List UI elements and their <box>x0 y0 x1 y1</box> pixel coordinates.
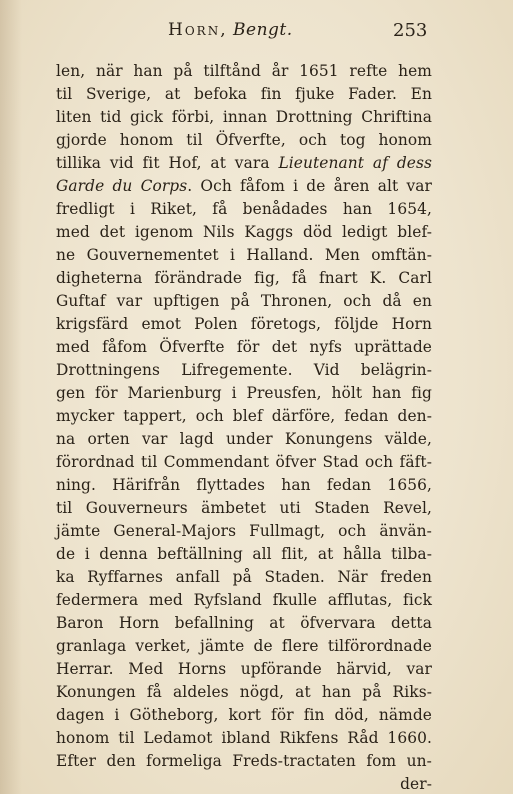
text-segment: jämte General-Majors Fullmagt, och änvän- <box>56 522 432 540</box>
text-line <box>56 290 432 313</box>
italic-text-segment: Garde du Corps <box>56 177 188 195</box>
text-line <box>56 405 432 428</box>
text-line <box>56 520 432 543</box>
text-line <box>56 773 432 794</box>
text-segment: mycker tappert, och blef därföre, fedan den- <box>56 407 432 425</box>
text-segment: ne Gouvernementet i Halland. Men omftän- <box>56 246 432 264</box>
running-head-separator: , <box>220 20 227 40</box>
text-segment: na orten var lagd under Konungens välde, <box>56 430 432 448</box>
text-line <box>56 589 432 612</box>
text-line <box>56 727 432 750</box>
text-segment: tillika vid fit Hof, at vara <box>56 154 279 172</box>
text-line <box>56 198 432 221</box>
page-number: 253 <box>393 20 428 41</box>
spine-shadow <box>0 0 22 794</box>
text-segment: gjorde honom til Öfverfte, och tog honom <box>56 131 432 149</box>
text-segment: de i denna beftällning all flit, at hålla tilba- <box>56 545 432 563</box>
running-head-surname: Horn <box>168 20 221 40</box>
text-line <box>56 451 432 474</box>
text-line <box>56 428 432 451</box>
text-line <box>56 83 432 106</box>
text-segment: len, när han på tilftånd år 1651 refte hem <box>56 62 432 80</box>
text-segment: liten tid gick förbi, innan Drottning Chriftina <box>56 108 432 126</box>
text-line <box>56 152 432 175</box>
text-segment: digheterna förändrade fig, få fnart K. Carl <box>56 269 432 287</box>
text-segment: til Sverige, at befoka fin fjuke Fader. En <box>56 85 432 103</box>
text-segment: Herrar. Med Horns upförande härvid, var <box>56 660 432 678</box>
text-segment: Konungen få aldeles nögd, at han på Riks- <box>56 683 432 701</box>
italic-text-segment: Lieutenant af dess <box>278 154 432 172</box>
text-segment: Efter den formeliga Freds-tractaten fom un- <box>56 752 432 770</box>
text-segment: dagen i Götheborg, kort för fin död, nämde <box>56 706 432 724</box>
text-segment: der- <box>400 775 432 793</box>
body-text <box>56 60 432 794</box>
text-line <box>56 175 432 198</box>
text-line <box>56 704 432 727</box>
text-line <box>56 60 432 83</box>
text-line <box>56 336 432 359</box>
text-segment: til Gouverneurs ämbetet uti Staden Revel, <box>56 499 432 517</box>
text-segment: ning. Härifrån flyttades han fedan 1656, <box>56 476 432 494</box>
text-line <box>56 750 432 773</box>
text-line <box>56 267 432 290</box>
text-segment: med fåfom Öfverfte för det nyfs uprättade <box>56 338 432 356</box>
text-segment: granlaga verket, jämte de flere tilförordnade <box>56 637 432 655</box>
page-header <box>0 14 513 44</box>
text-line <box>56 566 432 589</box>
text-segment: gen för Marienburg i Preusfen, hölt han fig <box>56 384 432 402</box>
text-segment: Guftaf var upftigen på Thronen, och då en <box>56 292 432 310</box>
text-segment: . Och fåfom i de åren alt var <box>187 177 432 195</box>
running-head <box>168 20 293 40</box>
text-segment: ka Ryffarnes anfall på Staden. När freden <box>56 568 432 586</box>
text-segment: förordnad til Commendant öfver Stad och fäft- <box>56 453 432 471</box>
text-line <box>56 497 432 520</box>
text-line <box>56 681 432 704</box>
text-line <box>56 543 432 566</box>
text-line <box>56 382 432 405</box>
text-segment: Drottningens Lifregemente. Vid belägrin- <box>56 361 432 379</box>
text-segment: honom til Ledamot ibland Rikfens Råd 1660. <box>56 729 432 747</box>
text-segment: Baron Horn befallning at öfvervara detta <box>56 614 432 632</box>
text-line <box>56 313 432 336</box>
text-segment: med det igenom Nils Kaggs död ledigt blef- <box>56 223 432 241</box>
text-segment: krigsfärd emot Polen företogs, följde Horn <box>56 315 432 333</box>
text-segment: fredligt i Riket, få benådades han 1654, <box>56 200 432 218</box>
text-line <box>56 635 432 658</box>
running-head-given-name: Bengt. <box>233 20 293 40</box>
text-line <box>56 221 432 244</box>
text-line <box>56 612 432 635</box>
text-line <box>56 658 432 681</box>
text-line <box>56 359 432 382</box>
text-segment: federmera med Ryfsland fkulle afflutas, fick <box>56 591 432 609</box>
text-line <box>56 244 432 267</box>
text-line <box>56 106 432 129</box>
text-line <box>56 474 432 497</box>
text-line <box>56 129 432 152</box>
